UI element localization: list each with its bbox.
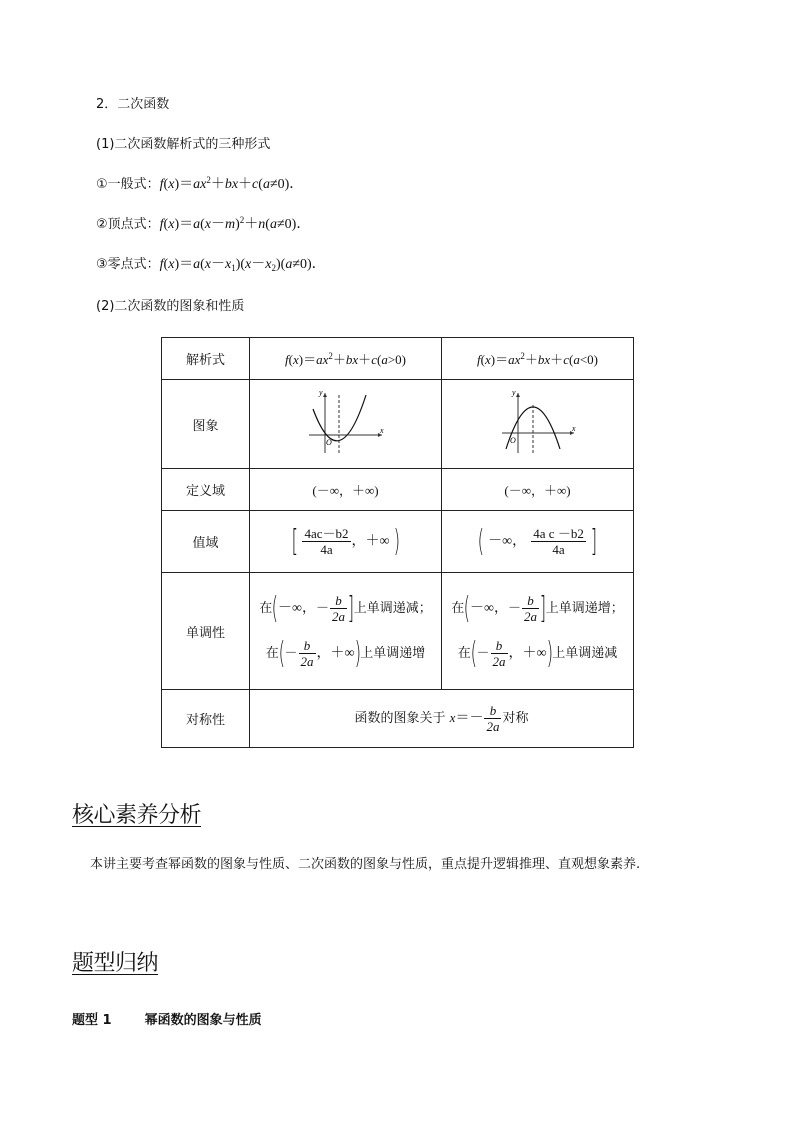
decreasing-interval: 在(－ $\frac{b}{2a}$ ，＋∞)上单调递减: [457, 635, 618, 671]
table-row-range: [162, 511, 634, 573]
positive-infinity: ，＋∞: [316, 646, 355, 661]
question-type-label: 题型 1: [72, 1013, 112, 1028]
graph-upward-cell: [250, 380, 442, 469]
increasing-interval: 在(－∞，－ $\frac{b}{2a}$ ]上单调递增；: [451, 590, 624, 626]
formula-a-positive: $f(x)=ax^2+bx+c(a>0)$: [250, 338, 442, 380]
decreasing-interval: 在(－∞，－ $\frac{b}{2a}$ ]上单调递减；: [259, 590, 432, 626]
graph-downward-cell: [442, 380, 634, 469]
prefix-text: 在: [457, 646, 471, 661]
fraction-b-over-2a: $\frac{b}{2a}$: [300, 638, 314, 669]
fraction-numerator: 4ac－b2: [304, 526, 349, 541]
fraction-b-over-2a: $\frac{b}{2a}$: [332, 593, 345, 624]
fraction-numerator: 4a c －b2: [533, 526, 584, 541]
left-paren: (: [278, 635, 285, 671]
left-paren: (: [271, 590, 279, 626]
domain-a-negative: (－∞，＋∞): [442, 469, 634, 511]
question-types-title: 题型归纳: [72, 951, 159, 976]
fraction-b-over-2a: $\frac{b}{2a}$: [492, 638, 506, 669]
positive-infinity: ，＋∞: [351, 534, 390, 549]
row-label-domain: 定义域: [162, 469, 250, 511]
table-row-graph: [162, 380, 634, 469]
monotonic-text: 上单调递增: [360, 646, 426, 661]
symmetry-prefix: 函数的图象关于: [354, 711, 450, 726]
question-type-heading: [72, 1009, 262, 1028]
x-axis-label: x: [571, 424, 576, 433]
fraction-denominator: 4a: [552, 542, 565, 557]
subheading-properties: (2)二次函数的图象和性质: [96, 299, 245, 314]
row-label-formula: 解析式: [162, 338, 250, 380]
table-row-domain: [162, 469, 634, 511]
table-row-formula: [162, 338, 634, 380]
left-bracket: [: [291, 523, 298, 559]
fraction-b-over-2a: $\frac{b}{2a}$: [524, 593, 537, 624]
increasing-interval: 在(－ $\frac{b}{2a}$ ，＋∞)上单调递增: [265, 635, 426, 671]
symmetry-variable: x: [449, 710, 456, 725]
range-a-negative: [442, 511, 634, 573]
positive-infinity: ，＋∞: [508, 646, 547, 661]
vertex-form-label: ②顶点式：: [96, 217, 160, 232]
core-literacy-text: 本讲主要考查幂函数的图象与性质、二次函数的图象与性质，重点提升逻辑推理、直观想象素养.: [90, 857, 641, 872]
prefix-text: 在: [451, 601, 465, 616]
general-form: ①一般式：$f(x)=ax^2+bx+c(a\ne 0)$．: [96, 175, 304, 192]
right-bracket: ]: [347, 590, 355, 626]
row-label-monotonicity: 单调性: [162, 573, 250, 690]
x-axis-label: x: [379, 426, 384, 435]
range-a-positive: [250, 511, 442, 573]
formula-a-negative: $f(x)=ax^2+bx+c(a<0)$: [442, 338, 634, 380]
vertex-form: ②顶点式：$f(x)=a(x-m)^2+n(a\ne 0)$．: [96, 215, 311, 232]
y-axis-label: y: [511, 388, 516, 397]
y-axis-arrow: [323, 393, 327, 397]
row-label-symmetry: 对称性: [162, 690, 250, 748]
left-paren: (: [477, 523, 485, 559]
upward-parabola-graph: [306, 387, 386, 457]
downward-parabola-graph: [498, 387, 578, 457]
subheading-forms: (1)二次函数解析式的三种形式: [96, 137, 271, 152]
right-bracket: ]: [590, 523, 598, 559]
fraction-b-over-2a: $\frac{b}{2a}$: [486, 703, 500, 734]
fraction-denominator: 4a: [320, 542, 333, 557]
y-axis-arrow: [516, 393, 520, 397]
zero-form: ③零点式：$f(x)=a(x-x_1)(x-x_2)(a\ne 0)$．: [96, 257, 326, 273]
row-label-range: 值域: [162, 511, 250, 573]
general-form-label: ①一般式：: [96, 177, 160, 192]
monotonic-text: 上单调递增；: [545, 601, 624, 616]
origin-label: O: [325, 438, 332, 447]
right-bracket: ]: [539, 590, 547, 626]
left-paren: (: [463, 590, 471, 626]
right-paren: ): [393, 523, 400, 559]
symmetry-value: 函数的图象关于 x＝－ $\frac{b}{2a}$ 对称: [250, 690, 634, 748]
negative-infinity: －∞，: [488, 534, 527, 549]
row-label-graph: 图象: [162, 380, 250, 469]
origin-label: O: [509, 436, 516, 445]
right-paren: ): [546, 635, 553, 671]
monotonicity-a-negative: [442, 573, 634, 690]
domain-a-positive: (－∞，＋∞): [250, 469, 442, 511]
range-fraction: [531, 526, 586, 557]
zero-form-label: ③零点式：: [96, 257, 160, 272]
monotonic-text: 上单调递减: [552, 646, 618, 661]
negative-infinity: －∞，: [470, 601, 508, 616]
range-fraction: [302, 526, 350, 557]
symmetry-suffix: 对称: [502, 711, 529, 726]
monotonic-text: 上单调递减；: [353, 601, 432, 616]
table-row-monotonicity: [162, 573, 634, 690]
section-heading: 2．二次函数: [96, 97, 170, 112]
y-axis-label: y: [318, 388, 323, 397]
table-row-symmetry: [162, 690, 634, 748]
question-type-title: 幂函数的图象与性质: [144, 1013, 262, 1028]
core-literacy-title: 核心素养分析: [72, 803, 202, 828]
properties-table: [161, 337, 634, 748]
monotonicity-a-positive: [250, 573, 442, 690]
prefix-text: 在: [265, 646, 279, 661]
negative-infinity: －∞，: [278, 601, 316, 616]
left-paren: (: [470, 635, 477, 671]
right-paren: ): [354, 635, 361, 671]
prefix-text: 在: [259, 601, 273, 616]
